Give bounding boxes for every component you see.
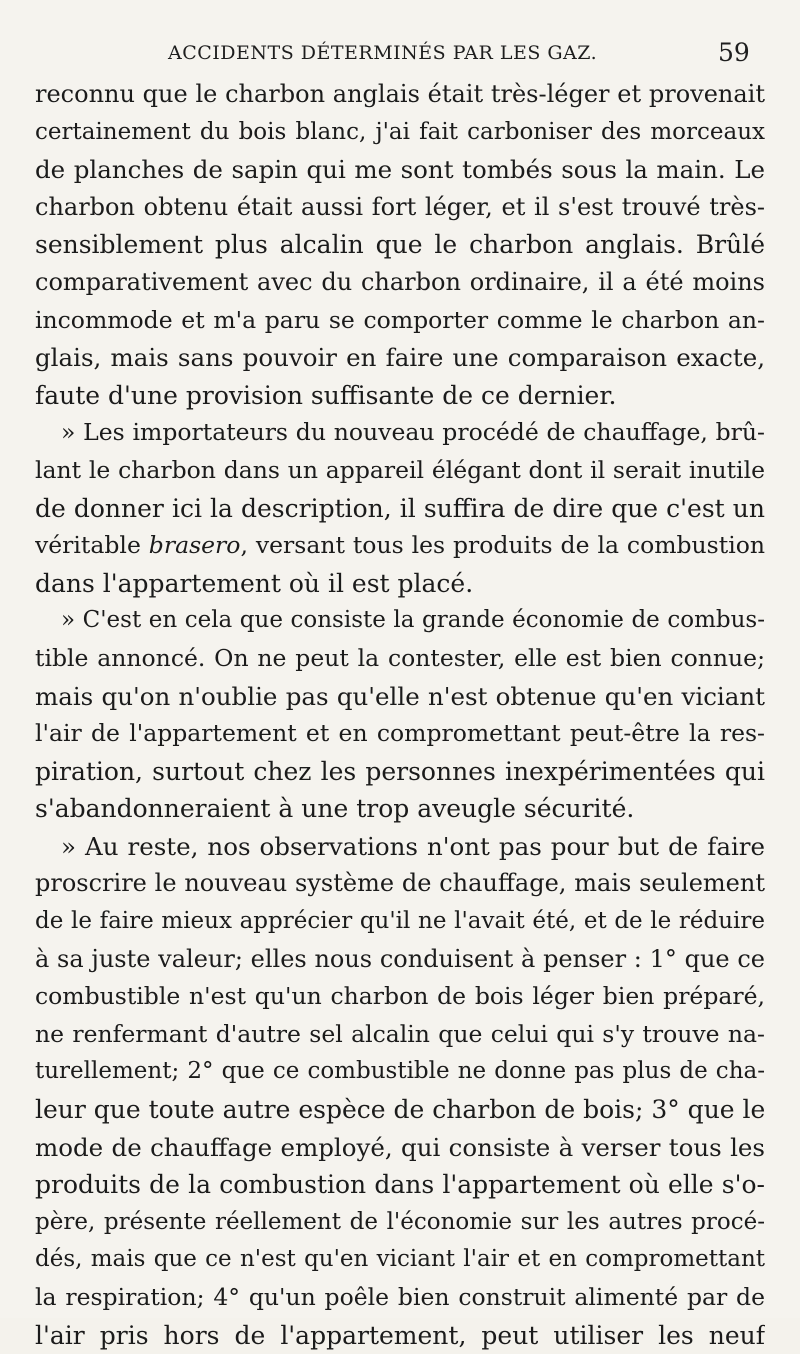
text-line: à sa juste valeur; elles nous conduisent à penser : 1° que ce <box>35 944 765 973</box>
paragraph-last-line: faute d'une provision suffisante de ce dernier. <box>35 380 617 410</box>
running-title: ACCIDENTS DÉTERMINÉS PAR LES GAZ. <box>168 42 598 64</box>
text-line: produits de la combustion dans l'appartement où elle s'o- <box>35 1170 765 1200</box>
text-line: mais qu'on n'oublie pas qu'elle n'est obtenue qu'en viciant <box>35 681 765 711</box>
page-number: 59 <box>718 38 750 67</box>
text-line: reconnu que le charbon anglais était très-léger et provenait <box>35 80 765 108</box>
text-line: la respiration; 4° qu'un poêle bien construit alimenté par de <box>35 1283 765 1311</box>
paragraph-first-line: » C'est en cela que consiste la grande économie de combus- <box>61 607 765 634</box>
text-line: l'air pris hors de l'appartement, peut utiliser les neuf <box>35 1320 765 1350</box>
text-line: certainement du bois blanc, j'ai fait carboniser des morceaux <box>35 118 765 145</box>
text-line: dés, mais que ce n'est qu'en viciant l'air et en compromettant <box>35 1246 765 1273</box>
text-line: incommode et m'a paru se comporter comme le charbon an- <box>35 305 765 334</box>
text-line: charbon obtenu était aussi fort léger, et il s'est trouvé très- <box>35 192 765 221</box>
text-line: père, présente réellement de l'économie sur les autres procé- <box>35 1208 765 1235</box>
text-line: glais, mais sans pouvoir en faire une comparaison exacte, <box>35 343 765 373</box>
text-line-brasero <box>35 527 765 565</box>
text-line: comparativement avec du charbon ordinaire, il a été moins <box>35 267 765 296</box>
paragraph-first-line: » Au reste, nos observations n'ont pas pour but de faire <box>61 831 765 861</box>
text-line: de planches de sapin qui me sont tombés sous la main. Le <box>35 155 765 185</box>
text-line: tible annoncé. On ne peut la contester, elle est bien connue; <box>35 643 765 672</box>
text-line: sensiblement plus alcalin que le charbon anglais. Brûlé <box>35 230 765 260</box>
text-line: turellement; 2° que ce combustible ne donne pas plus de cha- <box>35 1058 765 1085</box>
text-fragment: , versant tous les produits de la combustion <box>240 531 765 560</box>
text-line: de le faire mieux apprécier qu'il ne l'avait été, et de le réduire <box>35 908 765 935</box>
text-line: piration, surtout chez les personnes inexpérimentées qui <box>35 756 765 786</box>
text-line: proscrire le nouveau système de chauffage, mais seulement <box>35 869 765 898</box>
text-line: l'air de l'appartement et en compromettant peut-être la res- <box>35 719 765 748</box>
paragraph-last-line: s'abandonneraient à une trop aveugle sécurité. <box>35 794 635 824</box>
text-line: combustible n'est qu'un charbon de bois léger bien préparé, <box>35 982 765 1011</box>
running-header <box>0 34 800 74</box>
text-line: leur que toute autre espèce de charbon de bois; 3° que le <box>35 1095 765 1125</box>
italic-word-brasero: brasero <box>148 531 241 560</box>
paragraph-first-line: » Les importateurs du nouveau procédé de chauffage, brû- <box>61 418 765 447</box>
text-line: lant le charbon dans un appareil élégant dont il serait inutile <box>35 455 765 484</box>
paragraph-last-line: dans l'appartement où il est placé. <box>35 568 474 598</box>
body-text <box>35 76 765 1354</box>
text-line: de donner ici la description, il suffira de dire que c'est un <box>35 493 765 523</box>
text-line: ne renfermant d'autre sel alcalin que celui qui s'y trouve na- <box>35 1019 765 1048</box>
text-fragment: véritable <box>35 531 149 560</box>
text-line: mode de chauffage employé, qui consiste à verser tous les <box>35 1132 765 1162</box>
